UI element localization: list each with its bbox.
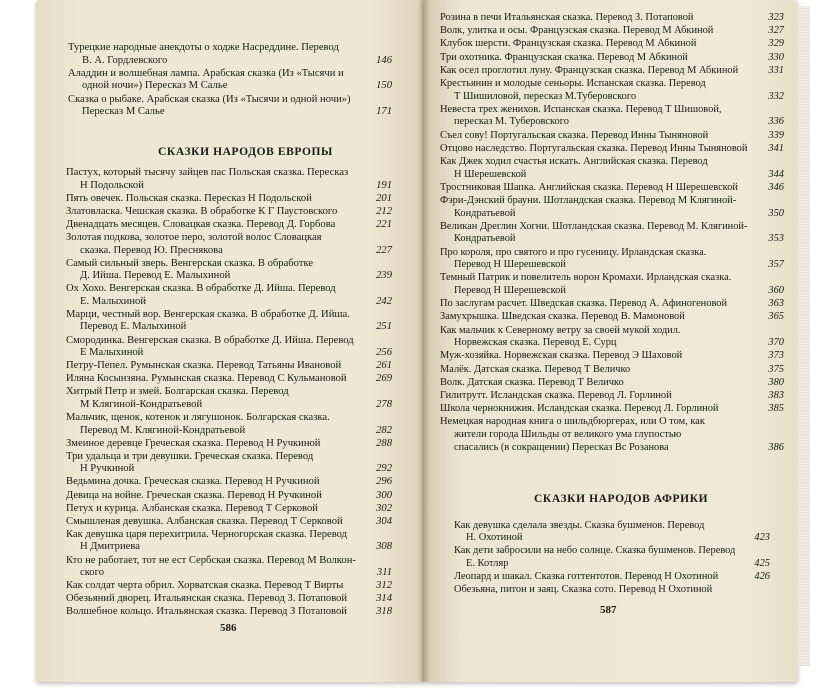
toc-entry-line: Три удальца и три девушки. Греческая сказка. Перевод <box>66 450 314 462</box>
toc-entry-line: Змеиное деревце Греческая сказка. Перевод Н Ручкиной <box>66 437 321 449</box>
toc-entry-line: Двенадцать месяцев. Словацкая сказка. Перевод Д. Горбова <box>66 218 336 230</box>
toc-entry-line: Мальчик, щенок, котенок и лягушонок. Болгарская сказка. <box>66 412 330 424</box>
toc-entry-line: Как девушка царя перехитрила. Черногорская сказка. Перевод <box>66 528 348 540</box>
toc-entry-line: Перевод Н Шерешевской <box>454 259 566 271</box>
toc-page-number: 201 <box>376 192 392 204</box>
toc-entry-line: Кондратьевой <box>454 233 516 245</box>
toc-entry-line: М Клягиной-Кондратьевой <box>80 398 203 410</box>
toc-entry-line: Немецкая народная книга о шильдбюргерах, или О том, как <box>440 416 705 428</box>
toc-page-number: 302 <box>376 502 392 514</box>
toc-page-number: 383 <box>768 390 784 401</box>
toc-entry-line: Обезьяна, питон и заяц. Сказка сото. Перевод Н Охотиной <box>454 583 713 595</box>
toc-entry-line: Волшебное кольцо. Итальянская сказка. Перевод З Потаповой <box>66 606 347 618</box>
toc-entry-line: В. А. Гордлевского <box>82 54 168 66</box>
toc-page-number: 350 <box>768 207 784 219</box>
toc-page-number: 344 <box>768 168 784 180</box>
toc-entry-line: Как мальчик к Северному ветру за своей мукой ходил. <box>440 324 681 336</box>
toc-entry-line: Волк. Датская сказка. Перевод Т Величко <box>440 376 624 388</box>
toc-entry-line: Гилитрутт. Исландская сказка. Перевод Л. Горлиной <box>440 390 672 401</box>
toc-page-number: 300 <box>376 489 392 501</box>
toc-page-number: 269 <box>376 373 392 385</box>
toc-page-number: 363 <box>768 298 784 310</box>
toc-page-number: 365 <box>768 311 784 323</box>
toc-page-number: 375 <box>768 363 784 375</box>
toc-page-number: 329 <box>768 38 784 50</box>
toc-page-number: 331 <box>768 64 784 76</box>
toc-page-number: 386 <box>768 441 784 453</box>
toc-entry-line: Д. Ийша. Перевод Е. Малыхиной <box>80 270 231 282</box>
right-page <box>424 0 798 682</box>
toc-page-number: 346 <box>768 181 784 193</box>
toc-page-number: 327 <box>768 25 784 37</box>
toc-page-number: 242 <box>376 295 392 307</box>
toc-entry-line: Н. Охотиной <box>466 532 523 544</box>
toc-page-number: 288 <box>376 437 392 449</box>
toc-entry-line: Пересказ М Салье <box>82 106 165 118</box>
left-page <box>36 0 424 682</box>
toc-page-number: 373 <box>768 350 784 362</box>
toc-page-number: 191 <box>376 179 392 191</box>
toc-entry-line: Турецкие народные анекдоты о ходже Насреддине. Перевод <box>68 42 339 53</box>
toc-entry-line: Перевод Е. Малыхиной <box>80 321 187 333</box>
toc-page-number: 278 <box>376 398 392 410</box>
toc-entry-line: Перевод Н Шерешевской <box>454 285 566 296</box>
toc-entry-line: Замухрышка. Шведская сказка. Перевод В. Мамоновой <box>440 311 685 323</box>
toc-entry-line: Невеста трех женихов. Испанская сказка. Перевод Т Шишовой, <box>440 103 722 115</box>
europe-section-title: СКАЗКИ НАРОДОВ ЕВРОПЫ <box>158 146 333 158</box>
toc-page-number: 323 <box>768 12 784 23</box>
toc-entry-line: Златовласка. Чешская сказка. В обработке К Г Паустовского <box>66 205 338 217</box>
toc-entry-line: Про короля, про святого и про гусеницу. Ирландская сказка. <box>440 246 707 258</box>
toc-entry-line: Сказка о рыбаке. Арабская сказка (Из «Тысячи и одной ночи») <box>68 93 351 105</box>
toc-entry-line: Девица на войне. Греческая сказка. Перевод Н Ручкиной <box>66 489 322 501</box>
toc-page-number: 261 <box>376 360 392 372</box>
toc-page-number: 385 <box>768 403 784 415</box>
left-page-number: 586 <box>220 622 237 634</box>
toc-page-number: 425 <box>754 557 770 569</box>
toc-entry-line: Петру-Пепел. Румынская сказка. Перевод Татьяны Ивановой <box>66 360 342 372</box>
toc-entry-line: Ох Хохо. Венгерская сказка. В обработке Д. Ийша. Перевод <box>66 283 336 295</box>
toc-entry-line: Т Шишиловой, пересказ М.Туберовского <box>454 90 637 102</box>
toc-page-number: 314 <box>376 593 392 605</box>
toc-page-number: 146 <box>376 54 392 66</box>
toc-entry-line: Три охотника. Французская сказка. Перевод М Абкиной <box>440 51 688 63</box>
toc-entry-line: Смышленая девушка. Албанская сказка. Перевод Т Серковой <box>66 515 343 527</box>
toc-entry-line: Н Подольской <box>80 179 144 191</box>
toc-entry-line: Петух и курица. Албанская сказка. Перевод Т Серковой <box>66 502 318 514</box>
toc-page-number: 282 <box>376 424 392 436</box>
toc-entry-line: Пастух, который тысячу зайцев пас Польская сказка. Пересказ <box>66 167 349 178</box>
page-edges <box>798 6 810 666</box>
toc-entry-line: одной ночи») Пересказ М Салье <box>82 80 228 92</box>
toc-entry-line: Розина в печи Итальянская сказка. Перевод З. Потаповой <box>440 12 694 23</box>
toc-entry-line: Леопард и шакал. Сказка готтентотов. Перевод Н Охотиной <box>454 570 719 582</box>
toc-entry-line: Пять овечек. Польская сказка. Пересказ Н Подольской <box>66 192 312 204</box>
toc-entry-line: Кондратьевой <box>454 207 516 219</box>
toc-page-number: 341 <box>768 142 784 154</box>
toc-entry-line: Иляна Косынзяна. Румынская сказка. Перевод С Кульмановой <box>66 373 347 385</box>
toc-entry-line: Малёк. Датская сказка. Перевод Т Величко <box>440 363 631 375</box>
toc-page-number: 312 <box>376 580 392 592</box>
toc-entry-line: Е. Котляр <box>466 557 509 569</box>
toc-entry-line: Н Дмитриева <box>80 541 140 553</box>
toc-entry-line: Волк, улитка и осы. Французская сказка. Перевод М Абкиной <box>440 25 714 37</box>
book-gutter <box>418 0 430 682</box>
toc-entry-line: Съел сову! Португальская сказка. Перевод Инны Тыняновой <box>440 129 709 141</box>
toc-entry-line: Отцово наследство. Португальская сказка. Перевод Инны Тыняновой <box>440 142 748 154</box>
toc-entry-line: Школа чернокнижия. Исландская сказка. Перевод Л. Горлиной <box>440 403 719 415</box>
toc-page-number: 330 <box>768 51 784 63</box>
toc-page-number: 212 <box>376 205 392 217</box>
toc-entry-line: Крестьянин и молодые сеньоры. Испанская сказка. Перевод <box>440 78 706 89</box>
toc-entry-line: Н Шерешевской <box>454 168 527 180</box>
toc-page-number: 380 <box>768 376 784 388</box>
toc-page-number: 360 <box>768 285 784 296</box>
toc-entry-line: Обезьяний дворец. Итальянская сказка. Перевод З. Потаповой <box>66 593 348 605</box>
right-page-number: 587 <box>600 604 617 616</box>
toc-page-number: 311 <box>376 567 392 579</box>
toc-page-number: 423 <box>754 532 770 544</box>
toc-entry-line: пересказ М. Туберовского <box>454 116 569 128</box>
toc-entry-line: Марци, честный вор. Венгерская сказка. В обработке Д. Ийша. <box>66 308 350 320</box>
toc-entry-line: По заслугам расчет. Шведская сказка. Перевод А. Афиногеновой <box>440 298 728 310</box>
toc-page-number: 304 <box>376 515 392 527</box>
toc-entry-line: Золотая подкова, золотое перо, золотой волос Словацкая <box>66 231 322 243</box>
toc-page-number: 221 <box>376 218 392 230</box>
toc-page-number: 256 <box>376 347 392 359</box>
toc-entry-line: Ведьмина дочка. Греческая сказка. Перевод Н Ручкиной <box>66 476 320 488</box>
toc-entry-line: Е. Малыхиной <box>80 295 146 307</box>
africa-section-title: СКАЗКИ НАРОДОВ АФРИКИ <box>534 493 709 505</box>
toc-entry-line: спасались (в сокращении) Пересказ Вс Розанова <box>454 441 669 453</box>
toc-page-number: 336 <box>768 116 784 128</box>
toc-entry-line: жители города Шильды от великого ума глупостью <box>454 429 682 440</box>
toc-entry-line: Клубок шерсти. Французская сказка. Перевод М Абкиной <box>440 38 697 50</box>
toc-entry-line: Как солдат черта обрил. Хорватская сказка. Перевод Т Вирты <box>66 580 344 592</box>
toc-entry-line: Муж-хозяйка. Норвежская сказка. Перевод Э Шаховой <box>440 350 683 362</box>
toc-entry-line: Е Малыхиной <box>80 347 144 359</box>
toc-entry-line: Как девушка сделала звезды. Сказка бушменов. Перевод <box>454 520 705 531</box>
toc-entry-line: Хитрый Петр и змей. Болгарская сказка. Перевод <box>66 386 289 398</box>
toc-entry-line: Темный Патрик и повелитель ворон Кромахи. Ирландская сказка. <box>440 272 732 284</box>
toc-entry-line: Аладдин и волшебная лампа. Арабская сказка (Из «Тысячи и <box>68 67 344 79</box>
toc-page-number: 332 <box>768 90 784 102</box>
toc-page-number: 171 <box>376 106 392 118</box>
toc-entry-line: Смородинка. Венгерская сказка. В обработке Д. Ийша. Перевод <box>66 334 354 346</box>
toc-page-number: 251 <box>376 321 392 333</box>
toc-entry-line: Кто не работает, тот не ест Сербская сказка. Перевод М Волкон- <box>66 554 356 566</box>
toc-entry-line: Норвежская сказка. Перевод Е. Сурц <box>454 337 617 349</box>
toc-page-number: 227 <box>376 244 392 256</box>
toc-page-number: 339 <box>768 129 784 141</box>
toc-page-number: 353 <box>768 233 784 245</box>
toc-page-number: 426 <box>754 570 770 582</box>
toc-entry-line: Фэри-Дэнский брауни. Шотландская сказка. Перевод М Клягиной- <box>440 195 737 206</box>
toc-page-number: 239 <box>376 270 392 282</box>
toc-entry-line: Перевод М. Клягиной-Кондратьевой <box>80 424 246 436</box>
toc-page-number: 296 <box>376 476 392 488</box>
toc-entry-line: Тростниковая Шапка. Английская сказка. Перевод Н Шерешевской <box>440 181 738 193</box>
toc-page-number: 308 <box>376 541 392 553</box>
toc-entry-line: Как Джек ходил счастья искать. Английская сказка. Перевод <box>440 156 708 167</box>
toc-page-number: 357 <box>768 259 784 271</box>
toc-entry-line: ского <box>80 567 104 579</box>
toc-page-number: 150 <box>376 80 392 92</box>
toc-page-number: 292 <box>376 463 392 475</box>
toc-entry-line: сказка. Перевод Ю. Пресняковa <box>80 244 223 256</box>
toc-entry-line: Самый сильный зверь. Венгерская сказка. В обработке <box>66 257 314 269</box>
toc-page-number: 318 <box>376 606 392 618</box>
toc-entry-line: Великан Дреглин Хогни. Шотландская сказка. Перевод М. Клягиной- <box>440 220 748 232</box>
toc-entry-line: Как осел проглотил луну. Французская сказка. Перевод М Абкиной <box>440 64 739 76</box>
open-book <box>14 0 824 700</box>
toc-entry-line: Как дети забросили на небо солнце. Сказка бушменов. Перевод <box>454 545 736 557</box>
toc-page-number: 370 <box>768 337 784 349</box>
toc-entry-line: Н Ручкиной <box>80 463 135 475</box>
